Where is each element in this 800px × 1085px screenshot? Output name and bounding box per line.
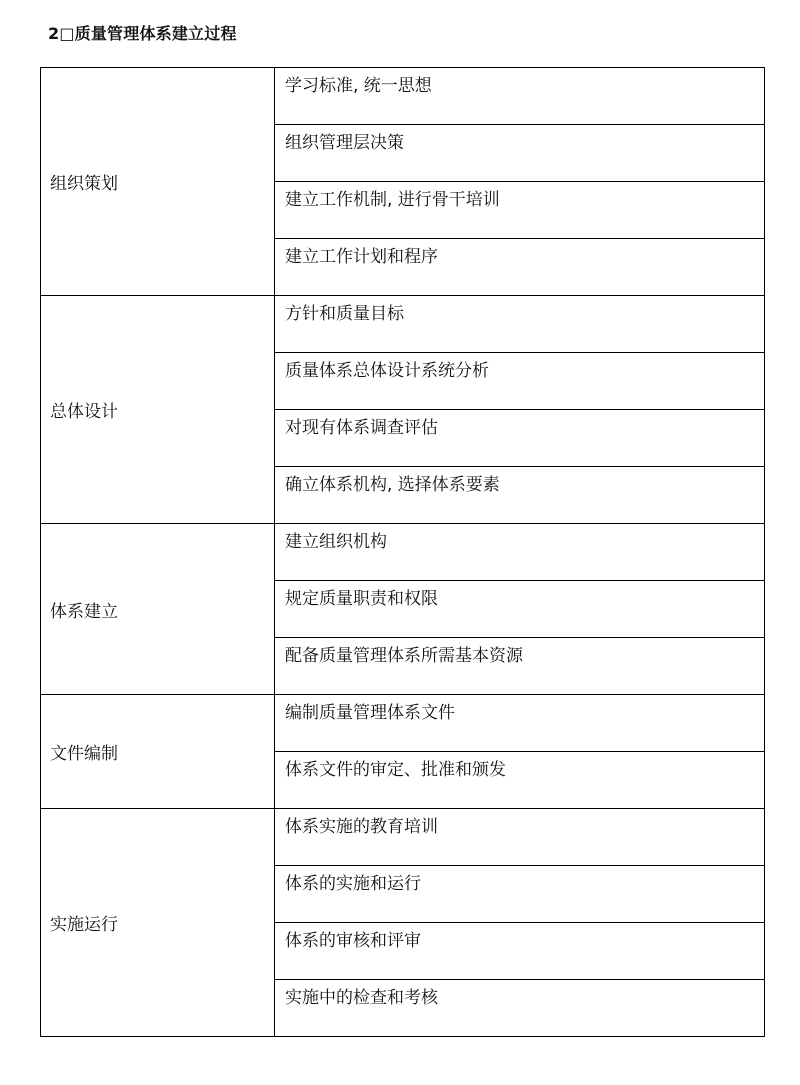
step-cell: 体系的审核和评审 (275, 923, 765, 980)
phase-cell: 组织策划 (41, 68, 275, 296)
table-row (41, 296, 765, 353)
step-cell: 对现有体系调查评估 (275, 410, 765, 467)
step-cell: 组织管理层决策 (275, 125, 765, 182)
document-title: 2□质量管理体系建立过程 (48, 24, 237, 43)
step-cell: 建立工作机制, 进行骨干培训 (275, 182, 765, 239)
phase-cell: 总体设计 (41, 296, 275, 524)
step-cell: 体系实施的教育培训 (275, 809, 765, 866)
step-cell: 方针和质量目标 (275, 296, 765, 353)
step-cell: 实施中的检查和考核 (275, 980, 765, 1037)
table-row (41, 695, 765, 752)
phase-cell: 文件编制 (41, 695, 275, 809)
table-body (41, 68, 765, 1037)
step-cell: 建立工作计划和程序 (275, 239, 765, 296)
step-cell: 配备质量管理体系所需基本资源 (275, 638, 765, 695)
step-cell: 建立组织机构 (275, 524, 765, 581)
step-cell: 体系的实施和运行 (275, 866, 765, 923)
process-table (40, 67, 765, 1037)
step-cell: 体系文件的审定、批准和颁发 (275, 752, 765, 809)
table-row (41, 68, 765, 125)
table-row (41, 809, 765, 866)
phase-cell: 体系建立 (41, 524, 275, 695)
step-cell: 规定质量职责和权限 (275, 581, 765, 638)
step-cell: 学习标准, 统一思想 (275, 68, 765, 125)
phase-cell: 实施运行 (41, 809, 275, 1037)
step-cell: 编制质量管理体系文件 (275, 695, 765, 752)
step-cell: 质量体系总体设计系统分析 (275, 353, 765, 410)
table-row (41, 524, 765, 581)
step-cell: 确立体系机构, 选择体系要素 (275, 467, 765, 524)
